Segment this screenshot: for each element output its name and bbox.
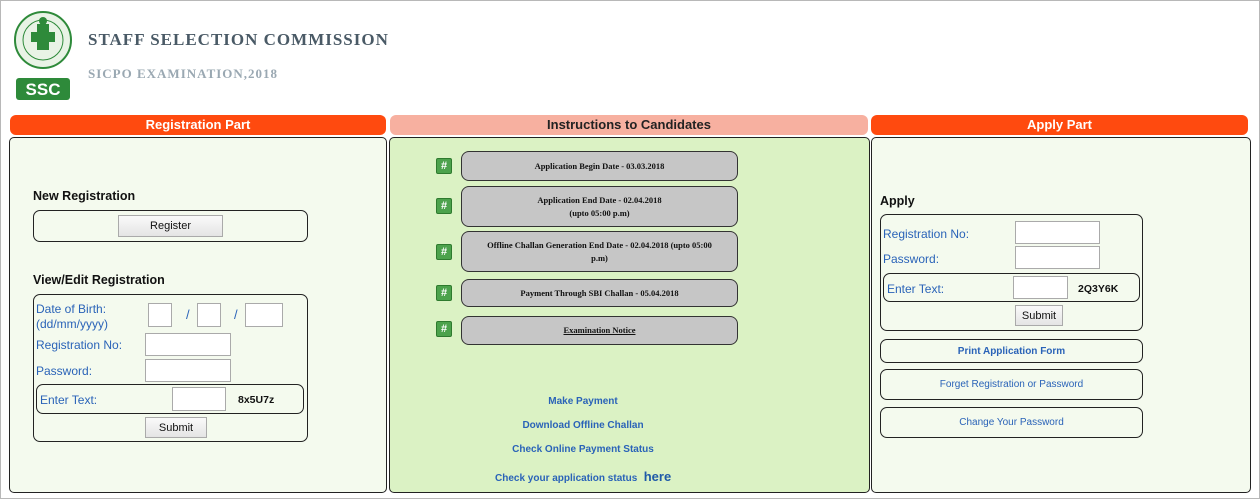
apply-captcha-box [883,273,1140,302]
dob-month-input[interactable] [197,303,221,327]
begin-date-notice: Application Begin Date - 03.03.2018 [461,151,738,181]
password-input[interactable] [145,359,231,382]
change-password-button[interactable]: Change Your Password [880,407,1143,438]
enter-text-label: Enter Text: [40,393,98,407]
apply-captcha-input[interactable] [1013,276,1068,299]
view-edit-title: View/Edit Registration [33,273,165,287]
reg-no-input[interactable] [145,333,231,356]
forget-registration-button[interactable]: Forget Registration or Password [880,369,1143,400]
apply-part-header: Apply Part [871,115,1248,135]
check-payment-status-link[interactable]: Check Online Payment Status [512,444,654,455]
hash-icon: # [436,198,452,214]
apply-password-input[interactable] [1015,246,1100,269]
hash-icon: # [436,244,452,260]
apply-password-label: Password: [883,252,940,266]
ssc-logo [13,6,73,102]
make-payment-link[interactable]: Make Payment [548,396,618,407]
sbi-challan-notice: Payment Through SBI Challan - 05.04.2018 [461,279,738,307]
apply-captcha-text: 2Q3Y6K [1078,283,1119,295]
svg-text:SSC: SSC [25,80,61,99]
captcha-box [36,384,304,414]
password-label: Password: [36,364,93,378]
apply-enter-text-label: Enter Text: [887,282,945,296]
register-button[interactable]: Register [118,215,223,237]
apply-submit-button[interactable]: Submit [1015,305,1063,326]
submit-button[interactable]: Submit [145,417,207,438]
apply-reg-no-input[interactable] [1015,221,1100,244]
hash-icon: # [436,158,452,174]
hash-icon: # [436,321,452,337]
hash-icon: # [436,285,452,301]
print-application-form-button[interactable]: Print Application Form [880,339,1143,363]
apply-reg-no-label: Registration No: [883,227,970,241]
org-title: STAFF SELECTION COMMISSION [88,30,389,49]
challan-date-notice: Offline Challan Generation End Date - 02.04.2018 (upto 05:00 p.m) [461,231,738,272]
examination-notice-link[interactable]: Examination Notice [461,316,738,345]
apply-login-box [880,214,1143,331]
register-box [33,210,308,242]
reg-no-label: Registration No: [36,338,123,352]
here-link[interactable]: here [643,469,672,484]
captcha-text: 8x5U7z [238,394,275,406]
dob-year-input[interactable] [245,303,283,327]
end-date-notice: Application End Date - 02.04.2018 (upto 05:00 p.m) [461,186,738,227]
dob-separator: / [186,307,190,322]
new-registration-title: New Registration [33,189,136,203]
dob-label: Date of Birth: (dd/mm/yyyy) [36,302,108,331]
view-edit-box [33,294,308,442]
dob-day-input[interactable] [148,303,172,327]
instructions-panel [389,137,870,493]
apply-title: Apply [880,194,915,208]
exam-title: SICPO EXAMINATION,2018 [88,66,279,81]
captcha-input[interactable] [172,387,226,411]
download-challan-link[interactable]: Download Offline Challan [522,420,644,431]
check-application-status [495,468,671,486]
check-status-text: Check your application status [495,473,638,484]
registration-panel [9,137,387,493]
registration-part-header: Registration Part [10,115,386,135]
dob-separator: / [234,307,238,322]
apply-panel [871,137,1251,493]
instructions-header: Instructions to Candidates [390,115,868,135]
